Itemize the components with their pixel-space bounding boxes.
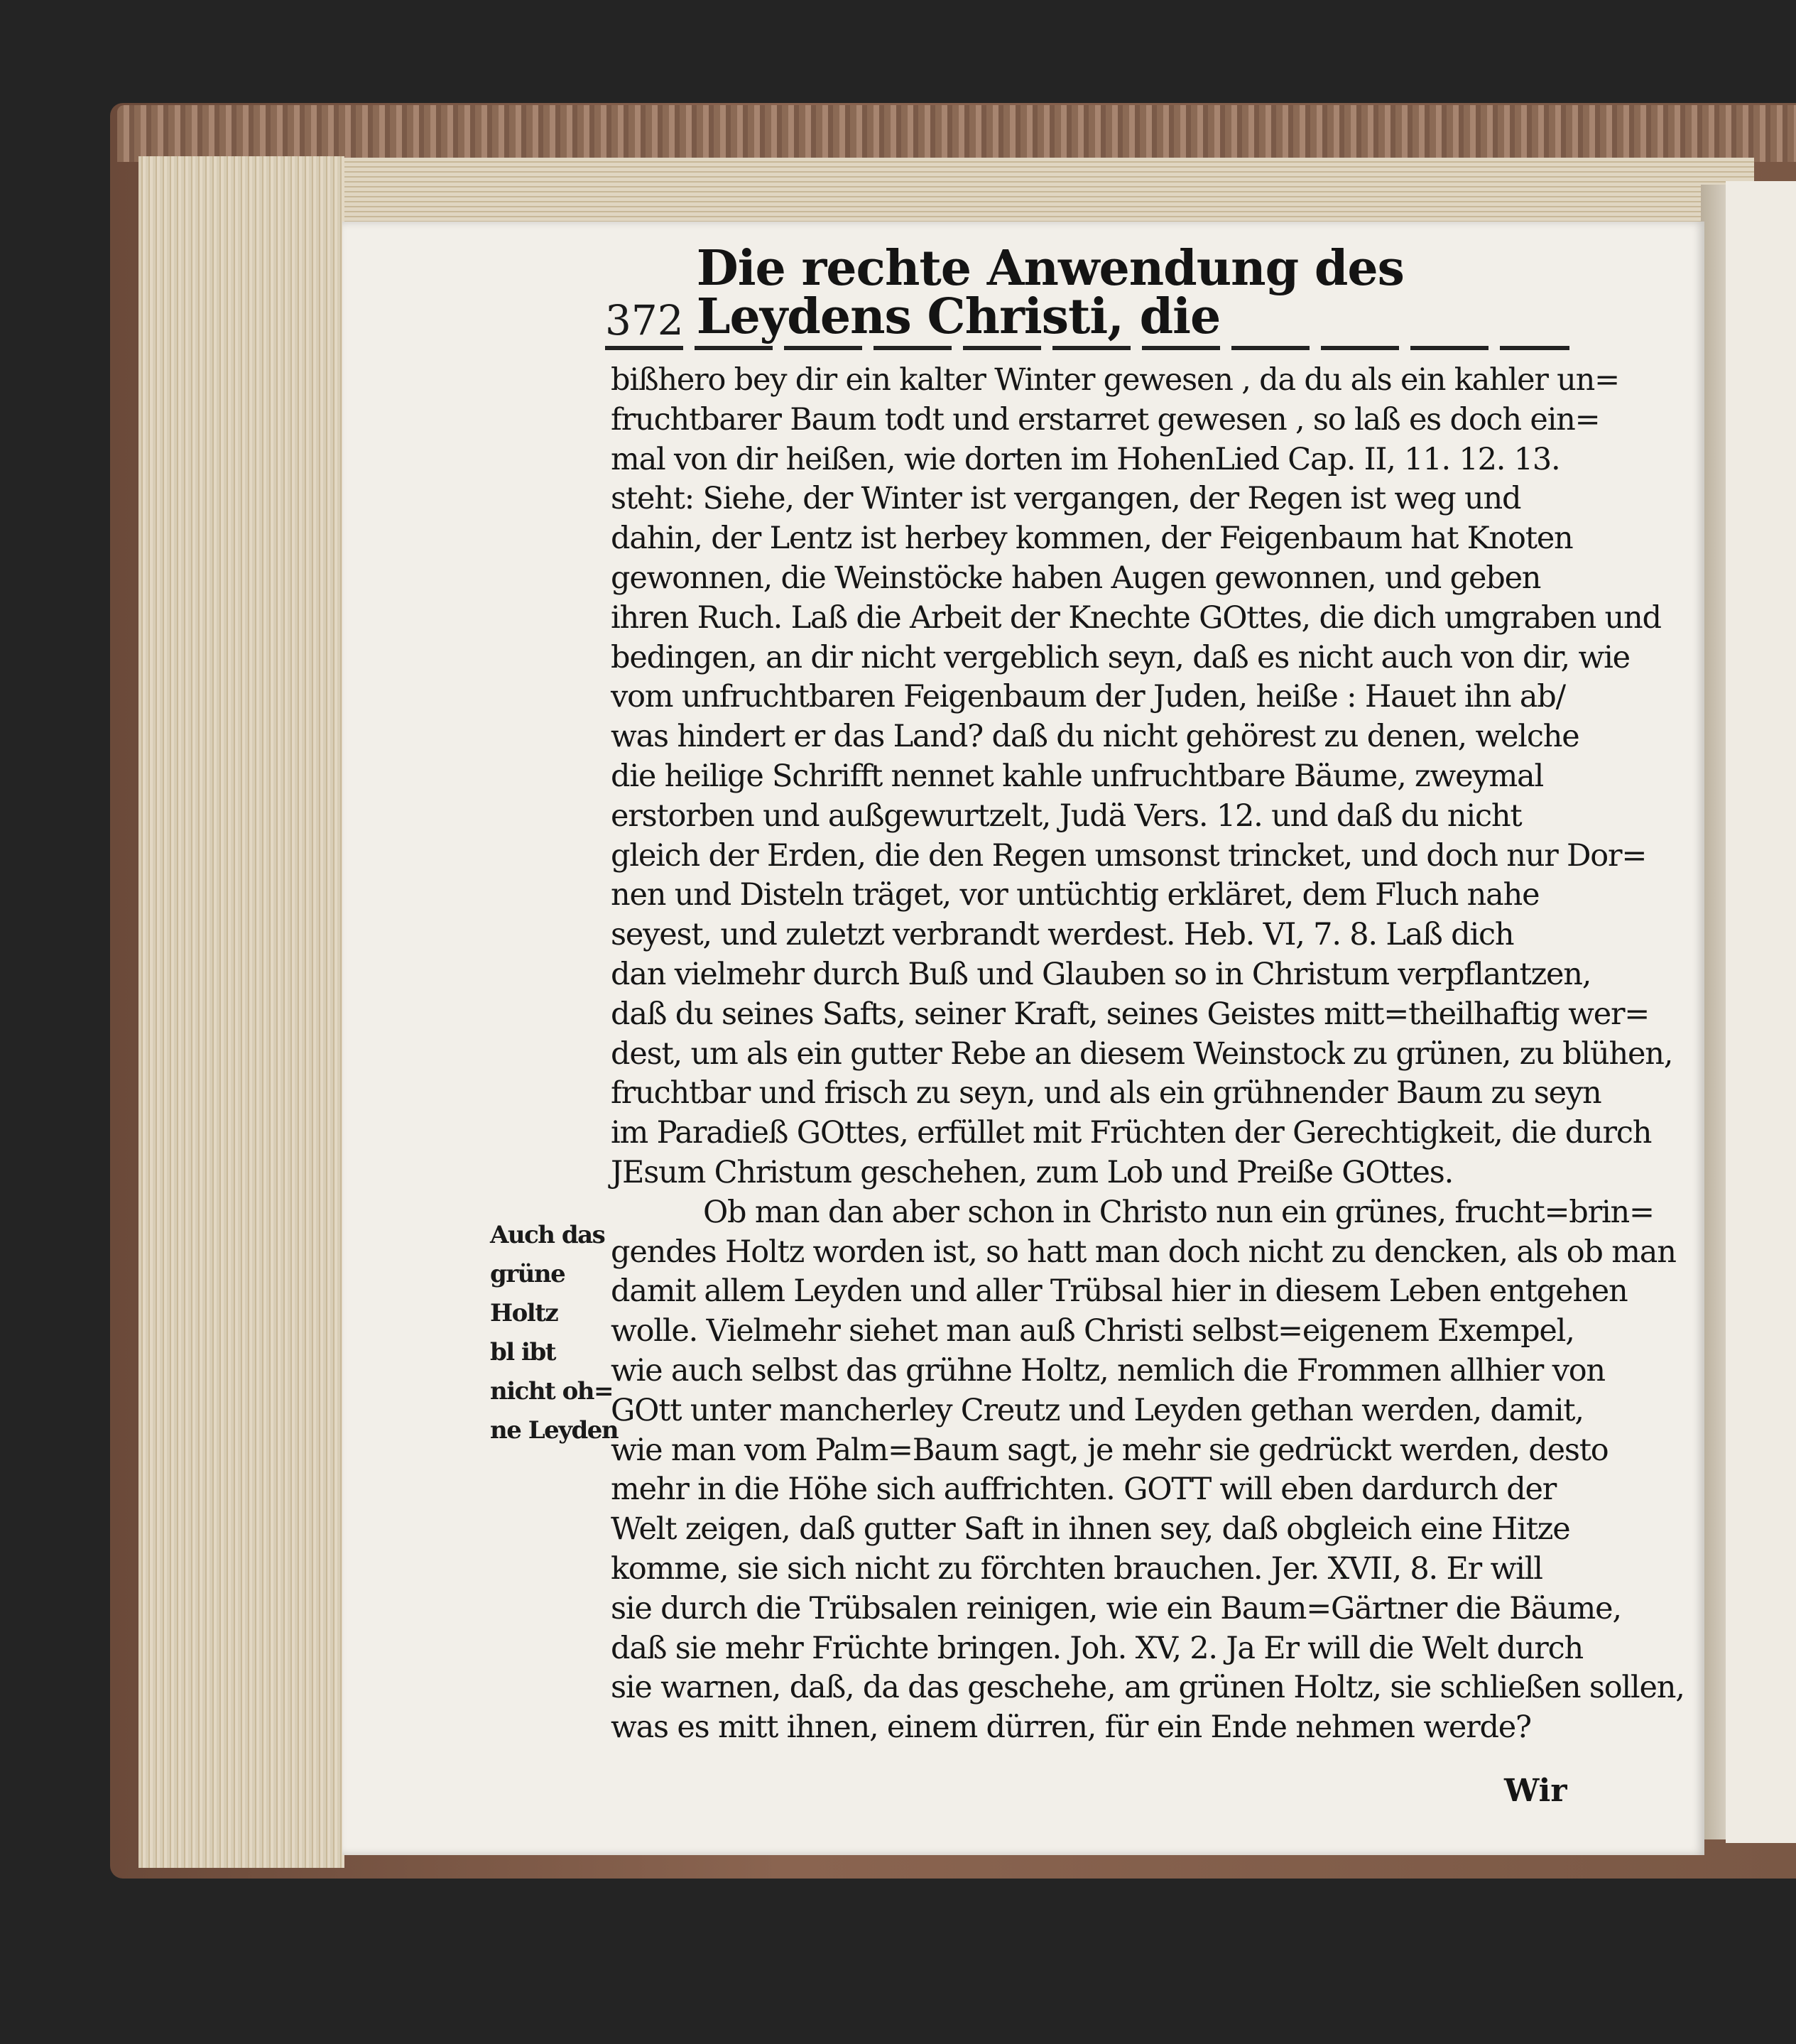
margin-note (490, 1216, 619, 1450)
text-line: im Paradieß GOttes, erfüllet mit Früchten der Gerechtigkeit, die durch (611, 1115, 1652, 1151)
text-line: dest, um als ein gutter Rebe an diesem Weinstock zu grünen, zu blühen, (611, 1035, 1673, 1072)
text-line: die heilige Schrifft nennet kahle unfruchtbare Bäume, zweymal (611, 758, 1544, 794)
page-header (605, 240, 1569, 345)
text-line: wolle. Vielmehr siehet man auß Christi selbst=eigenem Exempel, (611, 1313, 1574, 1349)
body-text (611, 361, 1685, 1748)
text-line: ihren Ruch. Laß die Arbeit der Knechte GOttes, die dich umgraben und (611, 599, 1661, 636)
text-line: Welt zeigen, daß gutter Saft in ihnen sey, daß obgleich eine Hitze (611, 1511, 1570, 1548)
text-line: erstorben und außgewurtzelt, Judä Vers. 12. und daß du nicht (611, 798, 1522, 834)
header-rule (605, 346, 1569, 350)
text-line: sie durch die Trübsalen reinigen, wie ein Baum=Gärtner die Bäume, (611, 1590, 1621, 1626)
text-line: mehr in die Höhe sich auffrichten. GOTT will eben dardurch der (611, 1472, 1557, 1508)
text-line: wie auch selbst das grühne Holtz, nemlich die Frommen allhier von (611, 1352, 1605, 1388)
text-line: was hindert er das Land? daß du nicht gehörest zu denen, welche (611, 719, 1579, 755)
running-title: Die rechte Anwendung des Leydens Christi, die (696, 240, 1404, 345)
text-line: gleich der Erden, die den Regen umsonst trincket, und doch nur Dor= (611, 837, 1647, 874)
text-line: sie warnen, daß, da das geschehe, am grünen Holtz, sie schließen sollen, (611, 1670, 1685, 1706)
text-line: GOtt unter mancherley Creutz und Leyden gethan werden, damit, (611, 1392, 1584, 1428)
margin-note-line: grüne (490, 1260, 565, 1288)
text-line: was es mitt ihnen, einem dürren, für ein Ende nehmen werde? (611, 1709, 1531, 1746)
text-line: JEsum Christum geschehen, zum Lob und Preiße GOttes. (611, 1154, 1454, 1190)
text-line: bißhero bey dir ein kalter Winter gewesen , da du als ein kahler un= (611, 362, 1619, 398)
text-line: vom unfruchtbaren Feigenbaum der Juden, heiße : Hauet ihn ab/ (611, 679, 1565, 715)
paragraph-first-line: Ob man dan aber schon in Christo nun ein grünes, frucht=brin= (703, 1194, 1654, 1230)
page-block-side-edge (138, 156, 344, 1868)
book-headband (117, 105, 1796, 162)
facing-page-edge (1726, 181, 1796, 1843)
text-line: daß sie mehr Früchte bringen. Joh. XV, 2. Ja Er will die Welt durch (611, 1630, 1584, 1666)
margin-note-line: bl ibt (490, 1338, 555, 1366)
text-line: nen und Disteln träget, vor untüchtig erkläret, dem Fluch nahe (611, 877, 1540, 913)
text-line: fruchtbar und frisch zu seyn, und als ein grühnender Baum zu seyn (611, 1075, 1601, 1111)
text-line: dahin, der Lentz ist herbey kommen, der Feigenbaum hat Knoten (611, 521, 1573, 557)
text-line: daß du seines Safts, seiner Kraft, seines Geistes mitt=theilhaftig wer= (611, 996, 1650, 1032)
text-line: steht: Siehe, der Winter ist vergangen, der Regen ist weg und (611, 481, 1521, 517)
text-line: bedingen, an dir nicht vergeblich seyn, daß es nicht auch von dir, wie (611, 639, 1630, 675)
margin-note-line: ne Leyden (490, 1416, 619, 1445)
catchword: Wir (1504, 1773, 1567, 1809)
margin-note-line: nicht oh= (490, 1377, 613, 1406)
text-line: komme, sie sich nicht zu förchten brauchen. Jer. XVII, 8. Er will (611, 1550, 1542, 1587)
text-line: fruchtbarer Baum todt und erstarret gewesen , so laß es doch ein= (611, 401, 1600, 437)
text-line: seyest, und zuletzt verbrandt werdest. Heb. VI, 7. 8. Laß dich (611, 917, 1514, 953)
text-line: gendes Holtz worden ist, so hatt man doch nicht zu dencken, als ob man (611, 1234, 1676, 1270)
text-line: wie man vom Palm=Baum sagt, je mehr sie gedrückt werden, desto (611, 1432, 1609, 1468)
text-line: mal von dir heißen, wie dorten im HohenLied Cap. II, 11. 12. 13. (611, 441, 1560, 477)
margin-note-line: Holtz (490, 1299, 558, 1327)
text-line: damit allem Leyden und aller Trübsal hier in diesem Leben entgehen (611, 1273, 1628, 1310)
page-number: 372 (605, 296, 684, 344)
text-line: dan vielmehr durch Buß und Glauben so in Christum verpflantzen, (611, 956, 1591, 992)
text-line: gewonnen, die Weinstöcke haben Augen gewonnen, und geben (611, 560, 1541, 596)
margin-note-line: Auch das (490, 1221, 605, 1249)
page-block-top-edge (156, 158, 1754, 225)
